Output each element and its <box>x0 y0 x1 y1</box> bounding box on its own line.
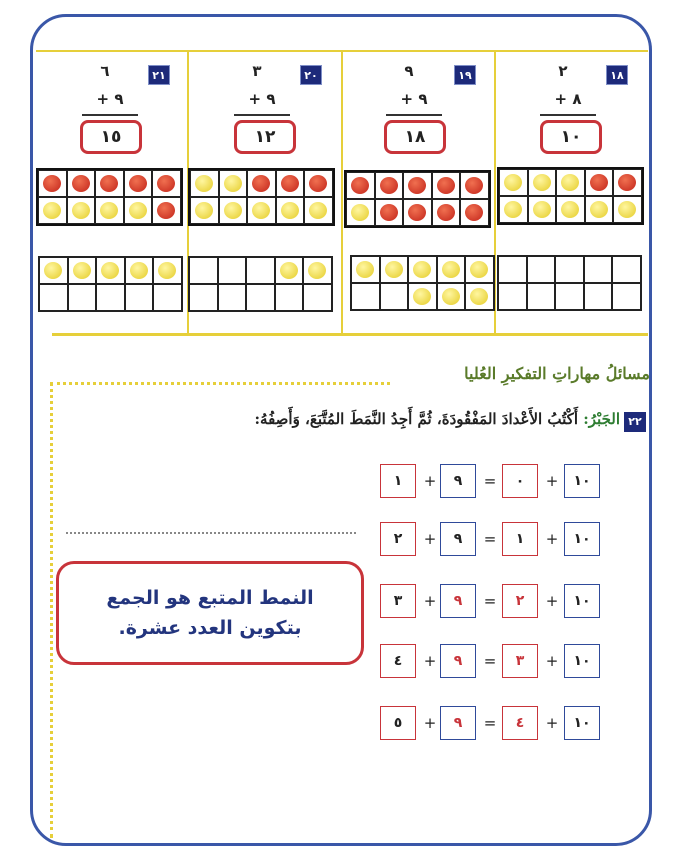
yellow-counter-icon <box>533 174 551 191</box>
plus-sign: + <box>423 530 437 548</box>
box-value: ٩ <box>453 653 463 669</box>
ten-box[interactable] <box>564 584 600 618</box>
red-counter-icon <box>100 175 118 192</box>
instruction <box>150 410 620 428</box>
ten-frame-cell <box>68 257 97 284</box>
answer-box[interactable]: ١٢ <box>234 120 296 154</box>
yellow-counter-icon <box>356 261 374 278</box>
plus-sign: + <box>423 592 437 610</box>
yellow-counter-icon <box>561 174 579 191</box>
red-counter-icon <box>72 175 90 192</box>
equation-row <box>380 464 610 498</box>
problem-number-badge: ٢٠ <box>300 65 322 85</box>
ten-frame-cell <box>153 257 182 284</box>
plus-sign: + <box>545 530 559 548</box>
yellow-counter-icon <box>309 202 327 219</box>
equals-sign: = <box>483 472 497 490</box>
yellow-counter-icon <box>351 204 369 221</box>
box-value: ١ <box>515 531 525 547</box>
plus-sign: + <box>423 652 437 670</box>
sum-box[interactable] <box>380 522 416 556</box>
box-value: ٩ <box>453 593 463 609</box>
ten-frame-cell <box>189 284 218 311</box>
plus-sign: + <box>423 472 437 490</box>
ten-frame-cell <box>408 283 437 310</box>
box-value: ٢ <box>515 593 525 609</box>
ten-frame-cell <box>375 199 404 226</box>
ten-frame-cell <box>528 196 557 223</box>
yellow-counter-icon <box>590 201 608 218</box>
ten-frame <box>38 256 183 312</box>
box-value: ١٠ <box>573 715 591 731</box>
ten-frame-cell <box>68 284 97 311</box>
pattern-answer-line: النمط المتبع هو الجمع <box>106 587 314 609</box>
equation-row <box>380 584 610 618</box>
problem-number-badge: ٢٢ <box>624 412 646 432</box>
instruction-label: الجَبْرُ: <box>583 410 620 428</box>
ten-frame <box>497 167 644 225</box>
ten-frame-cell <box>408 256 437 283</box>
plus-sign: + <box>545 652 559 670</box>
red-counter-icon <box>408 204 426 221</box>
ten-frame-cell <box>304 170 333 197</box>
red-counter-icon <box>157 202 175 219</box>
equation-row <box>380 522 610 556</box>
ten-frame-cell <box>527 283 556 310</box>
sum-box[interactable] <box>380 706 416 740</box>
dotted-border <box>50 382 53 838</box>
ten-frame-cell <box>125 257 154 284</box>
ten-frame-cell <box>380 283 409 310</box>
box-value: ٤ <box>393 653 403 669</box>
red-counter-icon <box>465 204 483 221</box>
ten-frame-cell <box>555 256 584 283</box>
ten-frame-cell <box>152 197 181 224</box>
ten-frame-cell <box>351 256 380 283</box>
box-value: ٤ <box>515 715 525 731</box>
problem-number-badge: ١٩ <box>454 65 476 85</box>
ten-frame-cell <box>96 284 125 311</box>
ten-frame-cell <box>613 169 642 196</box>
red-counter-icon <box>252 175 270 192</box>
ten-frame-cell <box>460 172 489 199</box>
sum-line <box>540 114 596 116</box>
ten-frame-cell <box>380 256 409 283</box>
ten-frame-cell <box>613 196 642 223</box>
ten-frame-cell <box>304 197 333 224</box>
problem-20 <box>190 56 340 176</box>
equals-sign: = <box>483 592 497 610</box>
yellow-counter-icon <box>101 262 119 279</box>
ten-frame-cell <box>612 256 641 283</box>
ten-frame-cell <box>346 199 375 226</box>
instruction-text: أَكْتُبُ الأَعْدادَ المَفْقُودَةَ، ثُمَّ أَجِدُ النَّمَطَ المُتَّبَعَ، وَأَصِفُهُ: <box>254 410 578 428</box>
ten-frame-cell <box>460 199 489 226</box>
ten-frame-cell <box>499 169 528 196</box>
ten-frame-cell <box>189 257 218 284</box>
ten-frame-cell <box>275 284 304 311</box>
answer-box[interactable]: ١٠ <box>540 120 602 154</box>
addend-bottom: + ٩ <box>248 90 276 108</box>
addend-box[interactable] <box>440 584 476 618</box>
equals-sign: = <box>483 530 497 548</box>
equation-row <box>380 644 610 678</box>
red-counter-icon <box>465 177 483 194</box>
red-counter-icon <box>380 204 398 221</box>
ten-frame-cell <box>67 170 96 197</box>
ten-frame-cell <box>219 170 248 197</box>
ten-frame-cell <box>218 257 247 284</box>
box-value: ١٠ <box>573 593 591 609</box>
pattern-answer-box <box>56 561 364 665</box>
ten-frame-cell <box>124 197 153 224</box>
ten-frame-cell <box>585 169 614 196</box>
plus-sign: + <box>545 472 559 490</box>
ten-frame <box>344 170 491 228</box>
problem-21 <box>38 56 188 176</box>
addend-box[interactable] <box>440 644 476 678</box>
problem-18 <box>496 56 646 176</box>
problem-19 <box>344 56 494 176</box>
ten-frame-cell <box>437 283 466 310</box>
yellow-counter-icon <box>195 175 213 192</box>
yellow-counter-icon <box>44 262 62 279</box>
ten-frame <box>36 168 183 226</box>
ten-frame-cell <box>303 284 332 311</box>
ten-frame-cell <box>218 284 247 311</box>
yellow-counter-icon <box>470 261 488 278</box>
ten-frame-cell <box>247 170 276 197</box>
ten-frame-cell <box>95 197 124 224</box>
ten-frame-cell <box>153 284 182 311</box>
ten-frame-cell <box>67 197 96 224</box>
box-value: ٢ <box>393 531 403 547</box>
ten-frame-cell <box>190 197 219 224</box>
ten-frame-cell <box>276 197 305 224</box>
ten-frame-cell <box>125 284 154 311</box>
red-counter-icon <box>408 177 426 194</box>
ten-box[interactable] <box>564 706 600 740</box>
ten-frame-cell <box>584 283 613 310</box>
ten-frame-cell <box>465 283 494 310</box>
box-value: ٥ <box>393 715 403 731</box>
box-value: ٣ <box>515 653 525 669</box>
plus-sign: + <box>545 714 559 732</box>
yellow-counter-icon <box>100 202 118 219</box>
box-value: ٩ <box>453 473 463 489</box>
red-counter-icon <box>129 175 147 192</box>
ten-frame-cell <box>437 256 466 283</box>
yellow-counter-icon <box>470 288 488 305</box>
ten-frame-cell <box>96 257 125 284</box>
addend-top: ٩ <box>404 62 414 80</box>
ten-frame-cell <box>38 170 67 197</box>
ten-frame-cell <box>499 196 528 223</box>
box-value: ٩ <box>453 531 463 547</box>
ten-frame <box>188 168 335 226</box>
ten-box[interactable] <box>564 464 600 498</box>
plus-sign: + <box>423 714 437 732</box>
sum-box[interactable] <box>380 584 416 618</box>
ten-frame-cell <box>303 257 332 284</box>
ten-frame-cell <box>124 170 153 197</box>
dotted-border <box>50 382 390 385</box>
ten-frame-cell <box>432 172 461 199</box>
sum-box[interactable] <box>380 464 416 498</box>
red-counter-icon <box>437 204 455 221</box>
missing-number-box[interactable] <box>502 464 538 498</box>
yellow-counter-icon <box>72 202 90 219</box>
ten-frame-cell <box>585 196 614 223</box>
ten-frame-cell <box>527 256 556 283</box>
ten-frame-cell <box>38 197 67 224</box>
yellow-counter-icon <box>280 262 298 279</box>
equation-row <box>380 706 610 740</box>
addend-box[interactable] <box>440 522 476 556</box>
yellow-counter-icon <box>442 288 460 305</box>
yellow-counter-icon <box>43 202 61 219</box>
box-value: ١ <box>393 473 403 489</box>
ten-frame-cell <box>190 170 219 197</box>
ten-frame-cell <box>498 256 527 283</box>
red-counter-icon <box>590 174 608 191</box>
section-title: مسائلُ مهاراتِ التفكيرِ العُليا <box>464 364 650 383</box>
red-counter-icon <box>309 175 327 192</box>
ten-frame-cell <box>498 283 527 310</box>
ten-frame-cell <box>465 256 494 283</box>
yellow-counter-icon <box>281 202 299 219</box>
box-value: ٣ <box>393 593 403 609</box>
ten-frame-cell <box>346 172 375 199</box>
yellow-counter-icon <box>442 261 460 278</box>
yellow-counter-icon <box>413 288 431 305</box>
yellow-counter-icon <box>618 201 636 218</box>
yellow-counter-icon <box>224 175 242 192</box>
equals-sign: = <box>483 714 497 732</box>
sum-line <box>82 114 138 116</box>
ten-frame-cell <box>555 283 584 310</box>
yellow-counter-icon <box>73 262 91 279</box>
red-counter-icon <box>618 174 636 191</box>
ten-frame-cell <box>403 199 432 226</box>
answer-box[interactable]: ١٥ <box>80 120 142 154</box>
ten-frame-cell <box>612 283 641 310</box>
ten-frame-cell <box>584 256 613 283</box>
addend-top: ٦ <box>100 62 110 80</box>
red-counter-icon <box>437 177 455 194</box>
ten-box[interactable] <box>564 644 600 678</box>
box-value: ١٠ <box>573 531 591 547</box>
addend-top: ٢ <box>558 62 568 80</box>
addend-top: ٣ <box>252 62 262 80</box>
ten-frame <box>350 255 495 311</box>
yellow-counter-icon <box>413 261 431 278</box>
ten-frame-cell <box>39 257 68 284</box>
ten-frame-cell <box>95 170 124 197</box>
bottom-divider <box>52 333 648 336</box>
addend-box[interactable] <box>440 706 476 740</box>
red-counter-icon <box>43 175 61 192</box>
yellow-counter-icon <box>504 201 522 218</box>
addend-bottom: + ٩ <box>96 90 124 108</box>
addend-bottom: + ٩ <box>400 90 428 108</box>
ten-frame-cell <box>152 170 181 197</box>
box-value: ٠ <box>515 473 525 489</box>
box-value: ١٠ <box>573 653 591 669</box>
answer-box[interactable]: ١٨ <box>384 120 446 154</box>
ten-frame-cell <box>39 284 68 311</box>
ten-frame-cell <box>246 284 275 311</box>
ten-frame-cell <box>528 169 557 196</box>
ten-frame-cell <box>275 257 304 284</box>
ten-frame-cell <box>351 283 380 310</box>
ten-frame-cell <box>556 196 585 223</box>
ten-frame-cell <box>556 169 585 196</box>
missing-number-box[interactable] <box>502 706 538 740</box>
red-counter-icon <box>157 175 175 192</box>
missing-number-box[interactable] <box>502 584 538 618</box>
ten-box[interactable] <box>564 522 600 556</box>
ten-frame <box>188 256 333 312</box>
equals-sign: = <box>483 652 497 670</box>
answer-line <box>66 532 356 534</box>
problem-number-badge: ١٨ <box>606 65 628 85</box>
box-value: ١٠ <box>573 473 591 489</box>
sum-box[interactable] <box>380 644 416 678</box>
sum-line <box>234 114 290 116</box>
yellow-counter-icon <box>224 202 242 219</box>
yellow-counter-icon <box>308 262 326 279</box>
missing-number-box[interactable] <box>502 522 538 556</box>
yellow-counter-icon <box>252 202 270 219</box>
problem-number-badge: ٢١ <box>148 65 170 85</box>
ten-frame-cell <box>432 199 461 226</box>
sum-line <box>386 114 442 116</box>
ten-frame-cell <box>375 172 404 199</box>
ten-frame-cell <box>246 257 275 284</box>
yellow-counter-icon <box>158 262 176 279</box>
ten-frame-cell <box>276 170 305 197</box>
yellow-counter-icon <box>195 202 213 219</box>
yellow-counter-icon <box>504 174 522 191</box>
yellow-counter-icon <box>385 261 403 278</box>
yellow-counter-icon <box>130 262 148 279</box>
ten-frame-cell <box>247 197 276 224</box>
plus-sign: + <box>545 592 559 610</box>
red-counter-icon <box>281 175 299 192</box>
addend-bottom: + ٨ <box>554 90 582 108</box>
red-counter-icon <box>351 177 369 194</box>
yellow-counter-icon <box>561 201 579 218</box>
ten-frame-cell <box>219 197 248 224</box>
addend-box[interactable] <box>440 464 476 498</box>
yellow-counter-icon <box>129 202 147 219</box>
yellow-counter-icon <box>533 201 551 218</box>
column-divider <box>341 50 343 334</box>
red-counter-icon <box>380 177 398 194</box>
ten-frame <box>497 255 642 311</box>
missing-number-box[interactable] <box>502 644 538 678</box>
box-value: ٩ <box>453 715 463 731</box>
ten-frame-cell <box>403 172 432 199</box>
pattern-answer-line: بتكوين العدد عشرة. <box>118 617 302 639</box>
